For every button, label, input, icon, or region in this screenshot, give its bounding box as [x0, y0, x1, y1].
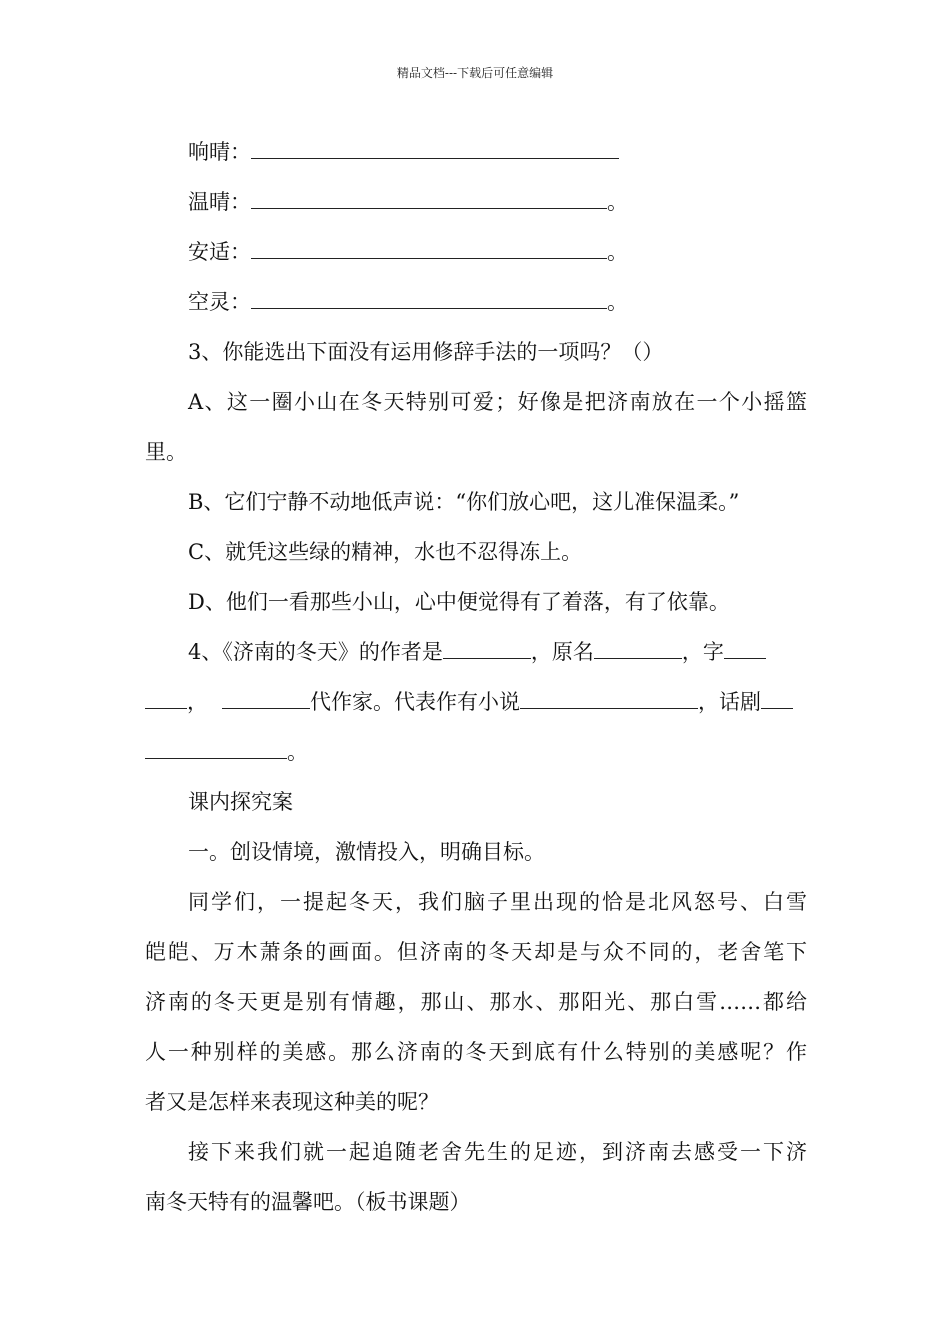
q4-text: ，话剧: [698, 690, 761, 714]
paragraph-1-line-5: 者又是怎样来表现这种美的呢？: [145, 1090, 439, 1114]
fill-end: 。: [607, 290, 628, 314]
drama-blank[interactable]: [761, 688, 793, 709]
novel-blank[interactable]: [520, 688, 698, 709]
paragraph-1-line-2: 皑皑、万木萧条的画面。但济南的冬天却是与众不同的，老舍笔下: [145, 940, 807, 964]
fill-end: 。: [607, 190, 628, 214]
q4-text: ，: [187, 690, 208, 714]
fill-item-anshi: [188, 237, 807, 267]
drama-blank-cont[interactable]: [145, 738, 287, 759]
answer-blank[interactable]: [251, 188, 607, 209]
fill-label: 温晴：: [188, 190, 251, 214]
step-heading: 一。创设情境，激情投入，明确目标。: [188, 840, 545, 864]
courtesy-name-blank[interactable]: [724, 638, 766, 659]
question-4-line1: [188, 637, 807, 667]
fill-label: 空灵：: [188, 290, 251, 314]
paragraph-2-line-1: 接下来我们就一起追随老舍先生的足迹，到济南去感受一下济: [188, 1140, 807, 1164]
fill-item-xiangqing: [188, 137, 807, 167]
page-header: 精品文档---下载后可任意编辑: [396, 66, 554, 80]
courtesy-name-blank-cont[interactable]: [145, 688, 187, 709]
paragraph-1-line-4: 人一种别样的美感。那么济南的冬天到底有什么特别的美感呢？作: [145, 1040, 807, 1064]
q4-text: 4、《济南的冬天》的作者是: [188, 640, 443, 664]
question-3-option-b: B、它们宁静不动地低声说：“你们放心吧，这儿准保温柔。”: [188, 490, 740, 514]
answer-blank[interactable]: [251, 238, 607, 259]
q4-text: 代作家。代表作有小说: [310, 690, 520, 714]
question-3-option-c: C、就凭这些绿的精神，水也不忍得冻上。: [188, 540, 583, 564]
fill-item-wenqing: [188, 187, 807, 217]
paragraph-1-line-3: 济南的冬天更是别有情趣，那山、那水、那阳光、那白雪……都给: [145, 990, 807, 1014]
fill-label: 安适：: [188, 240, 251, 264]
question-3-option-d: D、他们一看那些小山，心中便觉得有了着落，有了依靠。: [188, 590, 730, 614]
question-3-stem: 3、你能选出下面没有运用修辞手法的一项吗？（）: [188, 340, 664, 364]
paragraph-1-line-1: 同学们，一提起冬天，我们脑子里出现的恰是北风怒号、白雪: [188, 890, 807, 914]
paragraph-2-line-2: 南冬天特有的温馨吧。（板书课题）: [145, 1190, 471, 1214]
era-blank[interactable]: [222, 688, 310, 709]
original-name-blank[interactable]: [594, 638, 682, 659]
author-blank[interactable]: [443, 638, 531, 659]
question-3-option-a-cont: 里。: [145, 440, 187, 464]
answer-blank[interactable]: [251, 288, 607, 309]
q4-text: 。: [287, 740, 308, 764]
question-4-line2: [145, 687, 807, 717]
fill-label: 响晴：: [188, 140, 251, 164]
q4-text: ，字: [681, 640, 724, 664]
question-3-option-a: A、这一圈小山在冬天特别可爱；好像是把济南放在一个小摇篮: [188, 390, 807, 414]
fill-item-kongling: [188, 287, 807, 317]
section-title: 课内探究案: [188, 790, 293, 814]
fill-end: 。: [607, 240, 628, 264]
answer-blank[interactable]: [251, 138, 619, 159]
question-4-line3: [145, 737, 807, 767]
q4-text: ，原名: [530, 640, 594, 664]
